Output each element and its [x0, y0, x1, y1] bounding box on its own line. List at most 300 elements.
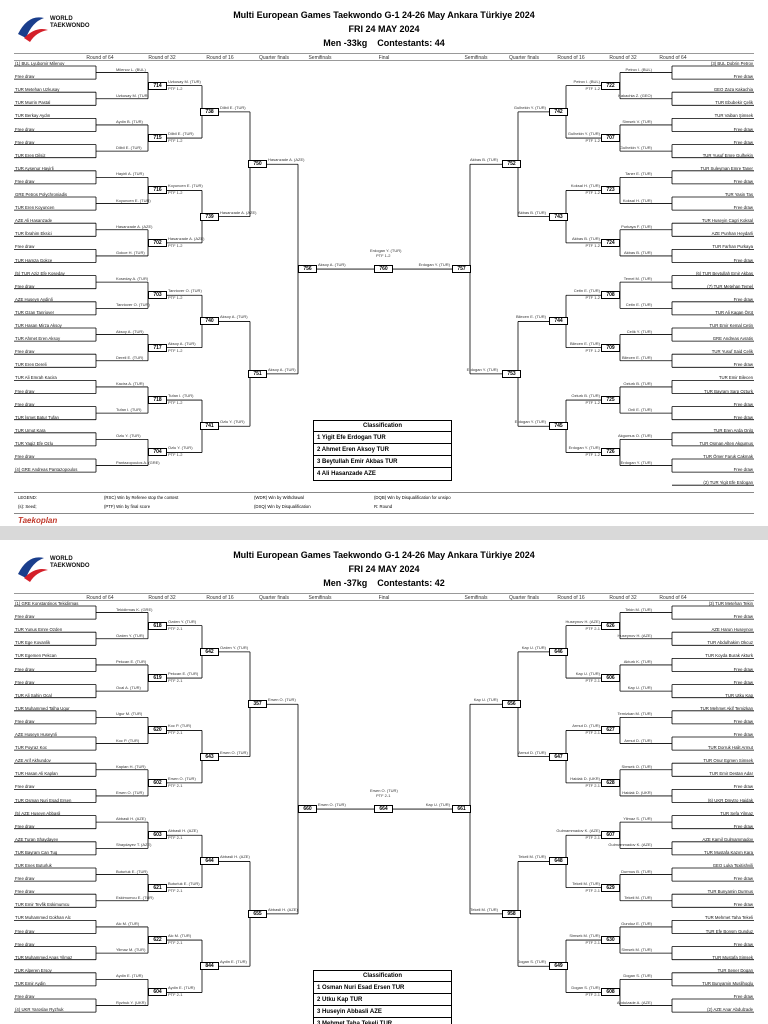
score-label: PTF 2-1: [168, 992, 183, 998]
classification-row: 1 Osman Nuri Esad Ersen TUR: [314, 982, 451, 994]
entry-right: AZE Punhan Heydarli: [711, 231, 753, 237]
r32-right-name: Dogan S. (TUR): [623, 973, 652, 979]
r32-left-name: Kaplan H. (TUR): [116, 763, 146, 769]
r32-right-name: Celik Y. (TUR): [626, 328, 652, 334]
r32-left-name: Ozden Y. (TUR): [116, 632, 145, 638]
page-separator: [0, 526, 768, 540]
r32-right-name: Gulmammadov K. (AZE): [608, 842, 652, 848]
entry-left: Free draw: [15, 941, 35, 947]
final-right-name: Kap U. (TUR): [425, 802, 450, 808]
entry-left: TUR Murrin Pastal: [15, 100, 51, 106]
sponsor-logo-text: Taekoplan: [18, 516, 58, 525]
score-label: PTF 2-1: [585, 940, 600, 946]
match-number: 745: [549, 422, 568, 430]
entry-left: TUR Osman Nuri Esad Ersen: [15, 797, 72, 803]
entry-right: Free draw: [733, 257, 753, 263]
r16-right-name: Koksal H. (TUR): [570, 183, 600, 189]
entry-right: TUR Sener Dogan: [717, 967, 753, 973]
sf-right-name: Tekeli M. (TUR): [470, 906, 498, 912]
score-label: PTF 2-1: [585, 782, 600, 788]
r32-left-name: Koyuncen E. (TUR): [116, 197, 151, 203]
entry-left: TUR Ozan Tanriover: [15, 309, 55, 315]
r32-left-name: Aydin E. (TUR): [116, 973, 143, 979]
r32-left-name: Ugur M. (TUR): [116, 711, 143, 717]
entry-right: TUR Mehmet Akif Temizkan: [700, 705, 753, 711]
score-label: PTF 2-1: [168, 730, 183, 736]
entry-left: Free draw: [15, 679, 35, 685]
r16-left-name: Abbasli H. (AZE): [168, 828, 198, 834]
r32-right-name: Kakachia Z. (GEO): [618, 92, 652, 98]
r32-left-name: Uzkusay M. (TUR): [116, 92, 149, 98]
match-number: 760: [374, 265, 393, 273]
r32-left-name: Milenov L. (BUL): [116, 66, 146, 72]
match-number: 357: [248, 700, 267, 708]
entry-left: Free draw: [15, 74, 35, 80]
entry-right: Free draw: [733, 362, 753, 368]
score-label: PTF 2-1: [585, 992, 600, 998]
r32-right-name: Gulhekin Y. (TUR): [619, 145, 652, 151]
final-score: PTF 2-1: [376, 793, 391, 799]
r32-left-name: Koc P. (TUR): [116, 737, 140, 743]
r16-right-name: Simsek M. (TUR): [569, 933, 600, 939]
r16-right-name: Cetin E. (TUR): [573, 288, 600, 294]
entry-left: TUR Emir Aydin: [15, 980, 46, 986]
entry-left: Free draw: [15, 876, 35, 882]
match-number: 726: [601, 448, 620, 456]
entry-right: Free draw: [733, 784, 753, 790]
sf-right-name: Kap U. (TUR): [473, 697, 498, 703]
entry-right: Free draw: [733, 941, 753, 947]
match-number: 648: [549, 857, 568, 865]
entry-right: TUR Koyda Burak Akturk: [705, 653, 753, 659]
qf-right-name: Kap U. (TUR): [521, 644, 546, 650]
entry-right: Free draw: [733, 467, 753, 473]
r32-right-name: Simsek O. (TUR): [621, 763, 652, 769]
r16-left-name: Tufan I. (TUR): [168, 393, 194, 399]
r16-right-name: Erdogan Y. (TUR): [568, 445, 600, 451]
entry-right: Free draw: [733, 126, 753, 132]
score-label: PTF 1-2: [168, 190, 183, 196]
score-label: PTF 1-2: [585, 452, 600, 458]
round-label: Round of 64: [86, 595, 114, 601]
r32-left-name: Tufan I. (TUR): [116, 407, 142, 413]
match-number: 707: [601, 134, 620, 142]
entry-left: TUR Aysenur Hayirli: [15, 165, 54, 171]
entry-right: TUR Sefa Yilmaz: [720, 810, 753, 816]
final-left-name: Ersen O. (TUR): [318, 802, 346, 808]
entry-left: TUR Ali Sahin Ocal: [15, 692, 52, 698]
entry-right: Free draw: [733, 666, 753, 672]
entry-left: Free draw: [15, 823, 35, 829]
r16-left-name: Tanriover O. (TUR): [168, 288, 202, 294]
match-number: 629: [601, 884, 620, 892]
match-number: 621: [148, 884, 167, 892]
r32-left-name: Abbasli H. (AZE): [116, 816, 146, 822]
score-label: PTF 1-2: [585, 138, 600, 144]
round-label: Quarter finals: [508, 55, 540, 61]
qf-left-name: Ozlu Y. (TUR): [220, 419, 245, 425]
entry-right: TUR Utku Kap: [725, 692, 753, 698]
match-number: 604: [148, 988, 167, 996]
entry-right: TUR Mehmet Taha Tekeli: [704, 915, 753, 921]
score-label: PTF 1-2: [585, 242, 600, 248]
entry-left: TUR Emir Tevfik Eskimumcu: [15, 902, 70, 908]
r32-right-name: Durmus B. (TUR): [621, 868, 652, 874]
round-label: Round of 64: [659, 595, 687, 601]
match-number: 722: [601, 82, 620, 90]
r16-left-name: Dilbil E. (TUR): [168, 131, 194, 137]
entry-left: Free draw: [15, 178, 35, 184]
entry-right: TUR Suleyman Emre Taner: [700, 165, 753, 171]
entry-left: TUR Hasan Ali Kaplan: [15, 771, 58, 777]
r32-left-name: Alc M. (TUR): [116, 920, 140, 926]
match-number: 714: [148, 82, 167, 90]
entry-right: Free draw: [733, 902, 753, 908]
classification-row: 1 Yigit Efe Erdogan TUR: [314, 432, 451, 444]
match-number: 715: [148, 134, 167, 142]
entry-left: (5) TUR Aziz Efe Koseday: [15, 270, 65, 276]
match-number: 664: [374, 805, 393, 813]
entry-right: TUR Yusuf Said Celik: [711, 349, 753, 355]
entry-left: TUR Hamza Gokce: [15, 257, 53, 263]
round-label: Round of 64: [659, 55, 687, 61]
entry-left: (1) BUL Lyubomir Milenov: [15, 61, 65, 66]
entry-left: TUR Umut Kara: [15, 427, 46, 433]
classification-table: [313, 420, 452, 481]
r32-left-name: Koseday A. (TUR): [116, 276, 149, 282]
entry-right: TUR Emir Bilecen: [718, 375, 753, 381]
match-number: 607: [601, 831, 620, 839]
weight-category: Men -37kg: [323, 578, 368, 588]
r16-left-name: Buturluk E. (TUR): [168, 880, 200, 886]
r16-right-name: Huseynov H. (AZE): [565, 618, 600, 624]
final-left-name: Aksoy A. (TUR): [318, 262, 346, 268]
entry-right: TUR Emir Destan Adar: [709, 771, 753, 777]
match-number: 741: [200, 422, 219, 430]
entry-right: (3) TUR Metehan Tekin: [708, 601, 753, 606]
entry-left: Free draw: [15, 401, 35, 407]
r16-right-name: Armut D. (TUR): [572, 723, 600, 729]
r16-left-name: Aksoy A. (TUR): [168, 340, 196, 346]
match-number: 725: [601, 396, 620, 404]
r16-left-name: Uzkusay M. (TUR): [168, 78, 201, 84]
score-label: PTF 2-1: [585, 625, 600, 631]
event-title: Multi European Games Taekwondo G-1 24-26 May Ankara Türkiye 2024: [233, 550, 535, 560]
final-right-name: Erdogan Y. (TUR): [418, 262, 450, 268]
r32-left-name: Shaydayev T. (AZE): [116, 842, 152, 848]
r32-right-name: Petrov I. (BUL): [625, 66, 652, 72]
r32-left-name: Ocal A. (TUR): [116, 685, 141, 691]
classification-row: 2 Utku Kap TUR: [314, 994, 451, 1006]
entry-right: Free draw: [733, 401, 753, 407]
r32-right-name: Temel M. (TUR): [623, 276, 652, 282]
score-label: PTF 1-2: [585, 295, 600, 301]
entry-left: TUR Egemen Pekcan: [15, 653, 57, 659]
brand-name: WORLD TAEKWONDO: [50, 556, 90, 569]
entry-right: TUR Farhan Purkaya: [712, 244, 753, 250]
entry-left: TUR Enes Buturluk: [15, 863, 52, 868]
score-label: PTF 2-1: [168, 835, 183, 841]
legend-item: (DSQ) Win by Disqualification: [254, 504, 311, 509]
entry-left: Free draw: [15, 666, 35, 672]
match-number: 642: [200, 648, 219, 656]
entry-right: Free draw: [733, 139, 753, 145]
r32-right-name: Bilecen E. (TUR): [621, 354, 652, 360]
entry-right: TUR Bunyamin Durmus: [707, 889, 753, 895]
entry-left: TUR Eren Dilsiz: [15, 152, 46, 158]
qf-right-name: Armut D. (TUR): [518, 749, 546, 755]
entry-left: Free draw: [15, 244, 35, 250]
entry-left: Free draw: [15, 283, 35, 289]
match-number: 716: [148, 186, 167, 194]
match-number: 751: [248, 370, 267, 378]
classification-title: Classification: [314, 971, 451, 982]
entry-right: TUR Vaiban Şimsek: [714, 113, 753, 119]
entry-right: TUR Yasin Tas: [724, 192, 753, 197]
round-label: Round of 32: [148, 595, 176, 601]
sf-right-name: Akbas B. (TUR): [469, 157, 498, 163]
r32-left-name: Ozlu Y. (TUR): [116, 433, 141, 439]
entry-right: Free draw: [733, 178, 753, 184]
r32-right-name: Cetin E. (TUR): [625, 302, 652, 308]
entry-right: TUR Eren Arda Onlü: [713, 427, 753, 433]
score-label: PTF 1-2: [585, 190, 600, 196]
classification-row: 4 Ali Hasanzade AZE: [317, 471, 376, 477]
entry-right: Free draw: [733, 679, 753, 685]
match-number: 602: [148, 779, 167, 787]
score-label: PTF 1-2: [585, 400, 600, 406]
match-number: 627: [601, 726, 620, 734]
match-number: 743: [549, 213, 568, 221]
entry-right: TUR Ali Kagan Örüt: [715, 309, 753, 315]
match-number: 724: [601, 239, 620, 247]
match-number: 718: [148, 396, 167, 404]
score-label: PTF 1-2: [168, 85, 183, 91]
entry-right: Free draw: [733, 74, 753, 80]
entry-left: Free draw: [15, 139, 35, 145]
r16-right-name: Bilecen E. (TUR): [569, 340, 600, 346]
round-label: Quarter finals: [508, 595, 540, 601]
r32-left-name: Pekcan E. (TUR): [116, 658, 147, 664]
match-number: 709: [601, 344, 620, 352]
r32-left-name: Hasanzade A. (AZE): [116, 223, 153, 229]
entry-right: AZE Kamil Gulmammadov: [702, 836, 753, 842]
match-number: 704: [148, 448, 167, 456]
score-label: PTF 1-2: [585, 85, 600, 91]
round-label: Round of 32: [609, 55, 637, 61]
entry-left: GRE Petros Polychroniadis: [15, 192, 68, 197]
match-number: 647: [549, 753, 568, 761]
r32-left-name: Ryzhuk Y. (UKR): [116, 999, 146, 1005]
entry-right: Free draw: [733, 614, 753, 620]
event-date: FRI 24 MAY 2024: [348, 564, 420, 574]
entry-left: Free draw: [15, 994, 35, 999]
round-label: Quarter finals: [258, 595, 290, 601]
entry-right: Free draw: [733, 205, 753, 211]
match-number: 744: [549, 317, 568, 325]
entry-left: Free draw: [15, 388, 35, 394]
qf-right-name: Akbas B. (TUR): [517, 209, 546, 215]
r32-left-name: Tekidirmas K. (GRE): [116, 606, 153, 612]
r32-right-name: Ozturk B. (TUR): [623, 380, 652, 386]
round-label: Quarter finals: [258, 55, 290, 61]
event-title: Multi European Games Taekwondo G-1 24-26 May Ankara Türkiye 2024: [233, 10, 535, 20]
entry-left: Free draw: [15, 614, 35, 620]
round-label: Round of 16: [557, 595, 585, 601]
r32-left-name: Ersen O. (TUR): [116, 789, 144, 795]
entry-right: (6) TUR Beytullah Emir Akbas: [696, 270, 753, 276]
r16-left-name: Hasanzade A. (AZE): [168, 235, 205, 241]
entry-right: TUR Mustafa Kazım Kara: [704, 849, 753, 855]
match-number: 603: [148, 831, 167, 839]
score-label: PTF 1-2: [585, 347, 600, 353]
qf-right-name: Tekeli M. (TUR): [518, 854, 546, 860]
legend-item: (DQB) Win by Disqualification for unsipo: [374, 495, 451, 500]
round-label: Semifinals: [308, 55, 332, 61]
match-number: 660: [298, 805, 317, 813]
match-number: 708: [601, 291, 620, 299]
match-number: 608: [601, 988, 620, 996]
match-number: 655: [248, 910, 267, 918]
legend-bar: [14, 492, 754, 514]
entry-right: TUR Ebubekir Çelik: [715, 100, 753, 106]
score-label: PTF 2-1: [585, 678, 600, 684]
legend-item: (WDR) Win by Withdrawal: [254, 495, 304, 500]
score-label: PTF 1-2: [168, 347, 183, 353]
entry-left: TUR Eren Dereli: [15, 362, 47, 368]
entry-left: Free draw: [15, 454, 35, 459]
legend-item: LEGEND:: [18, 495, 37, 500]
legend-item: R: Round: [374, 504, 393, 509]
match-number: 958: [502, 910, 521, 918]
entry-left: Free draw: [15, 718, 35, 724]
entry-right: AZE Harun Huseynov: [711, 627, 753, 633]
r32-left-name: Gokce H. (TUR): [116, 249, 145, 255]
entry-right: (3) BUL Dobrin Petrov: [710, 61, 753, 66]
round-label: Semifinals: [464, 55, 488, 61]
match-number: 644: [200, 857, 219, 865]
entry-right: Free draw: [733, 296, 753, 302]
classification-row: 3 Mehmet Taha Tekeli TUR: [317, 1021, 393, 1024]
round-label: Round of 64: [86, 55, 114, 61]
r32-right-name: Akgumus O. (TUR): [617, 433, 652, 439]
match-number: 628: [601, 779, 620, 787]
entry-left: TUR Ahmet Eren Aksoy: [15, 336, 61, 342]
match-number: 656: [502, 700, 521, 708]
r32-right-name: Armut D. (TUR): [624, 737, 652, 743]
match-number: 738: [200, 108, 219, 116]
r32-left-name: Yilmaz M. (TUR): [116, 947, 146, 953]
entry-right: Free draw: [733, 994, 753, 999]
legend-item: (RSC) Win by Referee stop the contest: [104, 495, 179, 500]
entry-right: (6) UKR Dmytro Haidak: [707, 797, 753, 803]
match-number: 753: [502, 370, 521, 378]
entry-right: TUR Abdulhakim Okcuz: [707, 640, 753, 646]
entry-left: TUR Ali Emrah Kacira: [15, 375, 57, 381]
entry-right: TUR Efe Bonsm Gunduz: [705, 928, 753, 934]
r32-right-name: Onli E. (TUR): [628, 407, 652, 413]
r32-right-name: Simsek V. (TUR): [622, 118, 652, 124]
entry-right: Free draw: [733, 823, 753, 829]
score-label: PTF 2-1: [585, 730, 600, 736]
r16-left-name: Koc P. (TUR): [168, 723, 192, 729]
r32-left-name: Dilbil E. (TUR): [116, 145, 142, 151]
match-number: 703: [148, 291, 167, 299]
match-number: 702: [148, 239, 167, 247]
classification-title: Classification: [314, 421, 451, 432]
r32-right-name: Koksal H. (TUR): [622, 197, 652, 203]
r16-left-name: Ozden Y. (TUR): [168, 618, 197, 624]
r32-right-name: Purkaya F. (TUR): [621, 223, 652, 229]
r16-left-name: Ozlu Y. (TUR): [168, 445, 193, 451]
sf-left-name: Aksoy A. (TUR): [268, 366, 296, 372]
entry-left: TUR Yagiz Efe Ozlu: [15, 440, 54, 446]
entry-left: Free draw: [15, 889, 35, 895]
match-number: 756: [298, 265, 317, 273]
r32-right-name: Tekin M. (TUR): [625, 606, 652, 612]
round-label: Semifinals: [464, 595, 488, 601]
champion-name: Ersen O. (TUR): [370, 788, 398, 794]
entry-right: Free draw: [733, 718, 753, 724]
match-number: 739: [200, 213, 219, 221]
score-label: PTF 2-1: [168, 625, 183, 631]
r16-left-name: Ersen O. (TUR): [168, 775, 196, 781]
brand-name: WORLD TAEKWONDO: [50, 16, 90, 29]
champion-name: Erdogan Y. (TUR): [370, 248, 402, 254]
entry-right: GEO Zaza Kakachia: [713, 87, 753, 93]
r32-left-name: Buturluk E. (TUR): [116, 868, 148, 874]
score-label: PTF 1-2: [168, 242, 183, 248]
r32-right-name: Gunduz E. (TUR): [621, 920, 652, 926]
entry-left: Free draw: [15, 928, 35, 934]
score-label: PTF 1-2: [168, 400, 183, 406]
round-label: Round of 16: [206, 595, 234, 601]
sf-right-name: Erdogan Y. (TUR): [466, 366, 498, 372]
r32-right-name: Yilmaz S. (TUR): [623, 816, 652, 822]
entry-right: (2) TUR Yigit Efe Erdogan: [703, 480, 753, 486]
contestant-count: Contestants: 44: [377, 38, 445, 48]
r16-left-name: Pekcan E. (TUR): [168, 671, 199, 677]
r32-right-name: Kap U. (TUR): [627, 685, 652, 691]
entry-right: TUR Osman Alten Akgumus: [699, 440, 753, 446]
round-label: Round of 16: [206, 55, 234, 61]
entry-left: AZE Huseyn Aydinli: [15, 296, 53, 302]
qf-left-name: Ozden Y. (TUR): [220, 644, 249, 650]
r32-right-name: Erdogan Y. (TUR): [620, 459, 652, 465]
r32-right-name: Akbas B. (TUR): [623, 249, 652, 255]
entry-right: TUR Mustafa Simsek: [712, 954, 753, 960]
r32-left-name: Kacira A. (TUR): [116, 380, 145, 386]
r32-left-name: Hayirli A. (TUR): [116, 171, 144, 177]
entry-left: (1) GRE Konstantinos Tekidirmas: [15, 601, 79, 606]
match-number: 606: [601, 674, 620, 682]
event-date: FRI 24 MAY 2024: [348, 24, 420, 34]
match-number: 646: [549, 648, 568, 656]
score-label: PTF 1-2: [168, 452, 183, 458]
entry-right: GEO Luka Tsxitishvili: [712, 863, 753, 868]
classification-table: [313, 970, 452, 1024]
r32-right-name: Simsek M. (TUR): [621, 947, 652, 953]
entry-right: TUR Bayram Sarp Ozturk: [704, 388, 753, 394]
entry-left: Free draw: [15, 784, 35, 790]
entry-right: Free draw: [733, 876, 753, 882]
score-label: PTF 1-2: [168, 295, 183, 301]
r32-left-name: Aksoy A. (TUR): [116, 328, 144, 334]
entry-left: TUR Muhammed Talha Ugur: [15, 705, 70, 711]
entry-right: (2) AZE Anar Abdulzade: [707, 1007, 753, 1013]
r16-right-name: Kap U. (TUR): [575, 671, 600, 677]
qf-right-name: Dogan S. (TUR): [517, 959, 546, 965]
